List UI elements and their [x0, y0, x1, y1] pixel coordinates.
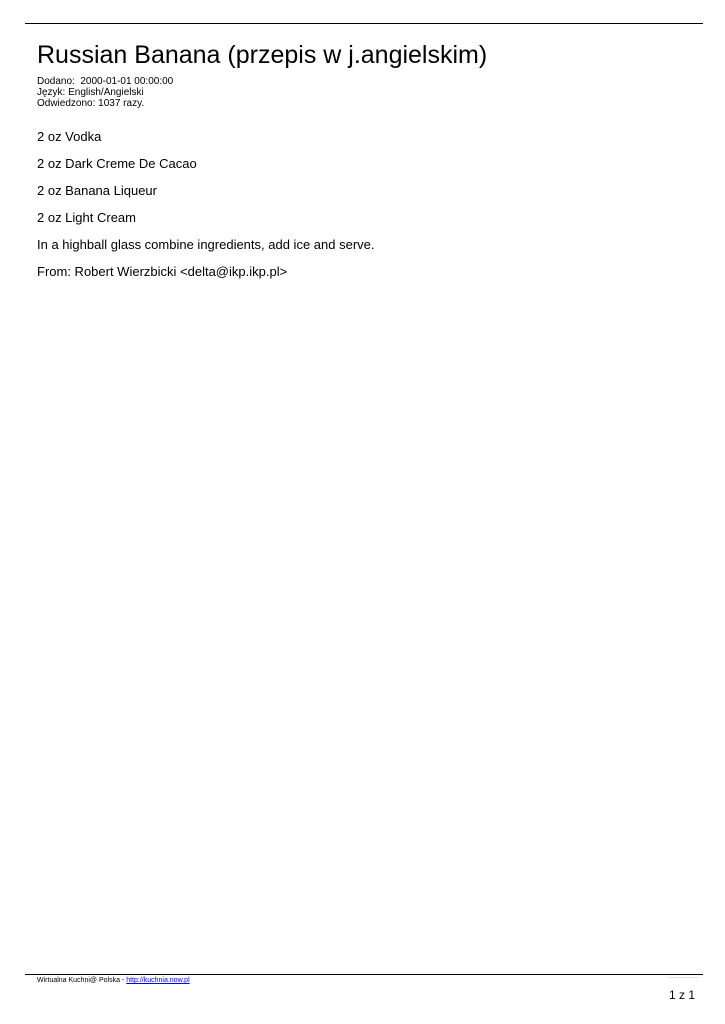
footer-site-link[interactable]: http://kuchnia.now.pl	[126, 977, 190, 984]
recipe-meta	[37, 76, 173, 109]
ingredient-item: 2 oz Vodka	[37, 129, 102, 144]
ingredient-item: 2 oz Banana Liqueur	[37, 183, 157, 198]
footer-faint-mark	[667, 977, 699, 978]
recipe-instructions: In a highball glass combine ingredients, add ice and serve.	[37, 237, 375, 252]
meta-added-date: Dodano: 2000-01-01 00:00:00	[37, 76, 174, 87]
page-title: Russian Banana (przepis w j.angielskim)	[37, 41, 488, 69]
meta-language: Język: English/Angielski	[37, 87, 144, 98]
recipe-source: From: Robert Wierzbicki <delta@ikp.ikp.pl>	[37, 264, 288, 279]
recipe-body	[37, 128, 375, 290]
header-divider	[25, 23, 703, 24]
page-number: 1 z 1	[668, 988, 695, 1002]
ingredient-item: 2 oz Light Cream	[37, 210, 136, 225]
footer-site-credit	[37, 976, 190, 985]
meta-visit-count: Odwiedzono: 1037 razy.	[37, 98, 145, 109]
ingredient-item: 2 oz Dark Creme De Cacao	[37, 156, 197, 171]
footer-site-label: Wirtualna Kuchni@ Polska -	[37, 977, 127, 984]
footer-divider	[25, 974, 703, 975]
